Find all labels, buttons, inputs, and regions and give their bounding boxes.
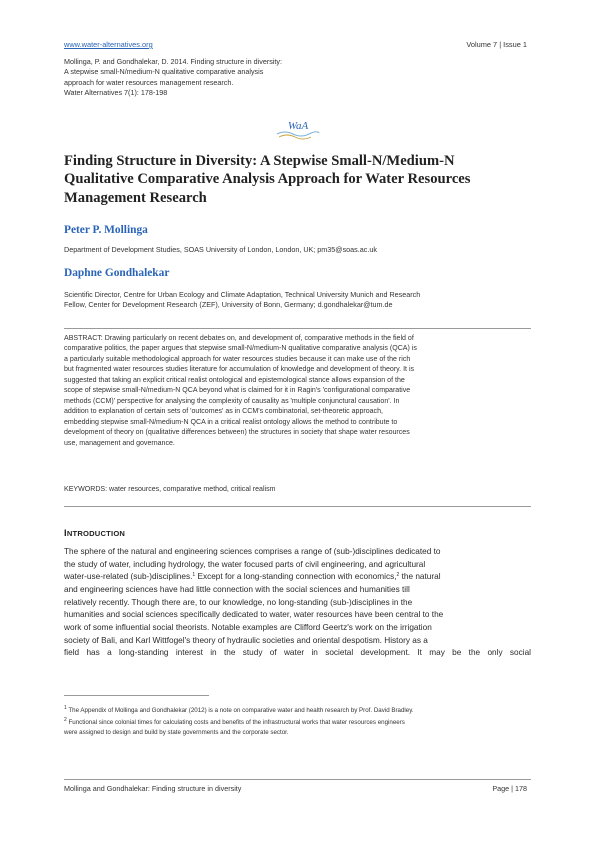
abstract-line: a particularly suitable methodological approach for water resources studies because it can make use of the rich xyxy=(64,355,411,363)
body-line: the study of water, including hydrology, the water focused parts of civil engineering, and agricultural xyxy=(64,559,426,569)
heading-rest: NTRODUCTION xyxy=(66,529,126,538)
footnote-number: 2 xyxy=(64,717,67,724)
affiliation-line: Scientific Director, Centre for Urban Ecology and Climate Adaptation, Technical University Munich and Research xyxy=(64,290,421,299)
divider xyxy=(64,506,531,507)
abstract xyxy=(64,334,531,449)
author-affiliation: Department of Development Studies, SOAS University of London, London, UK; pm35@soas.ac.uk xyxy=(64,245,377,254)
footnote-ref[interactable]: 1 xyxy=(192,572,196,579)
footnote-divider xyxy=(64,695,209,696)
citation-line: Water Alternatives 7(1): 178-198 xyxy=(64,88,168,98)
body-line: humanities and social sciences specifically dedicated to water, water resources have been central to the xyxy=(64,610,444,620)
abstract-line: ABSTRACT: Drawing particularly on recent debates on, and development of, comparative methods in the field of xyxy=(64,335,414,342)
keywords: KEYWORDS: water resources, comparative method, critical realism xyxy=(64,486,276,493)
site-link[interactable]: www.water-alternatives.org xyxy=(64,40,153,49)
author-name: Daphne Gondhalekar xyxy=(64,267,170,279)
logo-text: WaA xyxy=(287,120,309,132)
abstract-line: but fragmented water resources studies literature for accumulation of knowledge and development of theory. It is xyxy=(64,366,415,374)
paper-title xyxy=(64,152,534,207)
journal-logo xyxy=(273,116,323,140)
footnote-ref[interactable]: 2 xyxy=(396,572,400,579)
body-line: field has a long-standing interest in the study of water in societal development. It may be the only social xyxy=(64,648,531,658)
citation-line: approach for water resources management research. xyxy=(64,77,234,87)
body-text xyxy=(64,546,531,660)
abstract-line: development of theory on (qualitative differences between) the structures in society that shape water resources xyxy=(64,429,410,437)
footnotes xyxy=(64,706,534,737)
footer-divider xyxy=(64,779,531,780)
footnote xyxy=(64,718,534,727)
abstract-line: use, management and governance. xyxy=(64,439,175,447)
citation-line: A stepwise small-N/medium-N qualitative comparative analysis xyxy=(64,67,264,77)
body-fragment: the natural xyxy=(399,572,441,582)
body-fragment: water-use-related (sub-)disciplines. xyxy=(64,572,193,582)
heading-initial: I xyxy=(64,527,67,538)
author-affiliation xyxy=(64,290,534,310)
title-line: Qualitative Comparative Analysis Approach for Water Resources xyxy=(64,171,471,188)
divider xyxy=(64,328,531,329)
body-line xyxy=(64,571,531,584)
abstract-line: embedding stepwise small-N/medium-N QCA in a critical realist ontology allows the method to contribute to xyxy=(64,418,398,426)
abstract-line: suggested that taking an explicit critical realist ontological and epistemological stance allows expansion of the xyxy=(64,376,405,384)
section-heading xyxy=(64,527,125,538)
citation-block xyxy=(64,57,364,99)
affiliation-line: Fellow, Center for Development Research (ZEF), University of Bonn, Germany; d.gondhalekar@tum.de xyxy=(64,300,393,310)
running-footer: Mollinga and Gondhalekar: Finding structure in diversity xyxy=(64,784,242,793)
body-line: relatively recently. Though there are, to our knowledge, no long-standing (sub-)disciplines in the xyxy=(64,597,413,607)
page-number: Page | 178 xyxy=(492,784,527,793)
body-line: work of some influential social theorists. Notable examples are Clifford Geertz's work on the irrigation xyxy=(64,622,432,632)
footnote-number: 1 xyxy=(64,705,67,711)
footnote-text: Functional since colonial times for calculating costs and benefits of the infrastructural works that water resources engineers xyxy=(68,719,405,727)
title-line: Management Research xyxy=(64,189,207,206)
abstract-line: scope of stepwise small-N/medium-N QCA beyond what is claimed for it in Ragin's 'configurational comparative xyxy=(64,387,411,395)
footnote-text: were assigned to design and build by state governments and the corporate sector. xyxy=(64,728,289,736)
title-line: Finding Structure in Diversity: A Stepwise Small-N/Medium-N xyxy=(64,153,455,169)
author-name: Peter P. Mollinga xyxy=(64,224,148,236)
footnote-text: The Appendix of Mollinga and Gondhalekar (2012) is a note on comparative water and health research by Prof. David Bradley. xyxy=(68,707,414,714)
body-line: The sphere of the natural and engineering sciences comprises a range of (sub-)disciplines dedicated to xyxy=(64,547,441,556)
footnote xyxy=(64,706,534,715)
body-line: society of Bali, and Karl Wittfogel's theory of hydraulic societies and oriental despotism. History as a xyxy=(64,635,428,645)
volume-issue: Volume 7 | Issue 1 xyxy=(466,40,527,49)
body-line: and engineering sciences have had little connection with the social sciences and humanities till xyxy=(64,584,410,594)
body-fragment: Except for a long-standing connection with economics, xyxy=(195,572,397,582)
citation-line: Mollinga, P. and Gondhalekar, D. 2014. Finding structure in diversity: xyxy=(64,57,283,66)
abstract-line: methods (CCM)' perspective for analysing the complexity of causality as 'multiple conjunctural causation'. In xyxy=(64,397,400,405)
abstract-line: addition to explanation of certain sets of 'outcomes' as in CCM's combinatorial, set-theoretic approach, xyxy=(64,408,383,416)
abstract-line: comparative politics, the paper argues that stepwise small-N/medium-N qualitative comparative analysis (QCA) is xyxy=(64,345,417,353)
